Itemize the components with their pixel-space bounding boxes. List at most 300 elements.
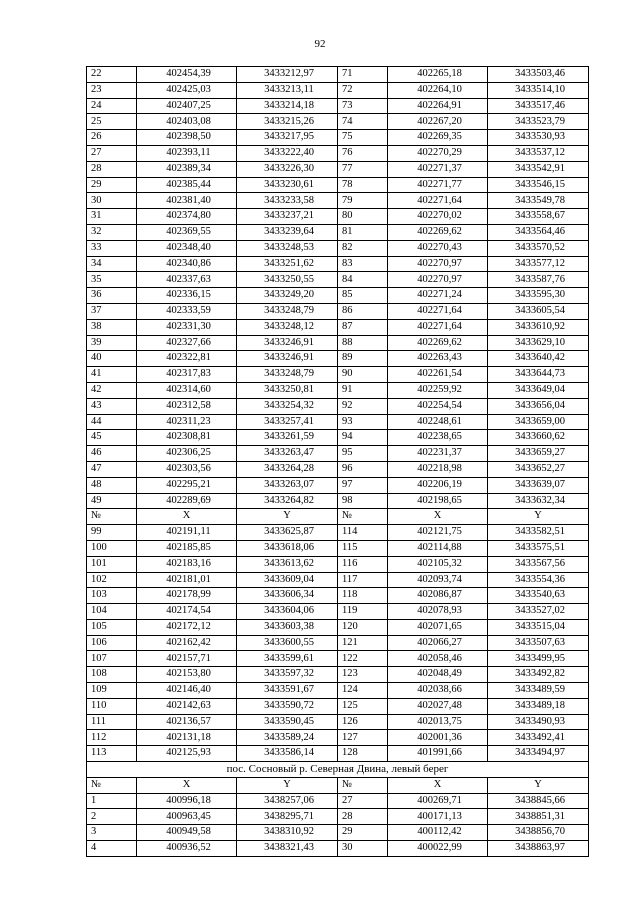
table-row <box>87 493 589 509</box>
point-number-cell: 108 <box>87 667 137 683</box>
x-coordinate-cell: 402013,75 <box>388 714 488 730</box>
point-number-cell: 89 <box>338 351 388 367</box>
point-number-cell: 91 <box>338 382 388 398</box>
y-coordinate-cell: 3433546,15 <box>488 177 589 193</box>
y-coordinate-cell: 3433604,06 <box>237 604 338 620</box>
y-coordinate-cell: 3433586,14 <box>237 746 338 762</box>
x-coordinate-cell: 402178,99 <box>137 588 237 604</box>
y-coordinate-cell: 3433625,87 <box>237 525 338 541</box>
point-number-cell: 76 <box>338 145 388 161</box>
table-row <box>87 446 589 462</box>
y-coordinate-cell: 3433595,30 <box>488 288 589 304</box>
y-coordinate-cell: 3433507,63 <box>488 635 589 651</box>
point-number-cell: 29 <box>87 177 137 193</box>
point-number-cell: 28 <box>338 809 388 825</box>
table-row <box>87 619 589 635</box>
y-coordinate-cell: 3433554,36 <box>488 572 589 588</box>
y-coordinate-cell: 3433606,34 <box>237 588 338 604</box>
table-row <box>87 588 589 604</box>
table-row <box>87 477 589 493</box>
y-coordinate-cell: 3438856,70 <box>488 825 589 841</box>
header-cell-y: Y <box>237 509 338 525</box>
table-header-row <box>87 509 589 525</box>
point-number-cell: 124 <box>338 683 388 699</box>
point-number-cell: 43 <box>87 398 137 414</box>
y-coordinate-cell: 3433537,12 <box>488 145 589 161</box>
y-coordinate-cell: 3433248,12 <box>237 319 338 335</box>
y-coordinate-cell: 3433542,91 <box>488 161 589 177</box>
y-coordinate-cell: 3433577,12 <box>488 256 589 272</box>
point-number-cell: 90 <box>338 367 388 383</box>
x-coordinate-cell: 402336,15 <box>137 288 237 304</box>
header-cell-num: № <box>338 509 388 525</box>
x-coordinate-cell: 402308,81 <box>137 430 237 446</box>
x-coordinate-cell: 402001,36 <box>388 730 488 746</box>
x-coordinate-cell: 402289,69 <box>137 493 237 509</box>
point-number-cell: 71 <box>338 67 388 83</box>
y-coordinate-cell: 3433503,46 <box>488 67 589 83</box>
y-coordinate-cell: 3433246,91 <box>237 335 338 351</box>
y-coordinate-cell: 3433230,61 <box>237 177 338 193</box>
table-row <box>87 67 589 83</box>
y-coordinate-cell: 3433248,53 <box>237 240 338 256</box>
x-coordinate-cell: 402238,65 <box>388 430 488 446</box>
y-coordinate-cell: 3433558,67 <box>488 209 589 225</box>
y-coordinate-cell: 3433239,64 <box>237 224 338 240</box>
header-cell-y: Y <box>488 509 589 525</box>
header-cell-y: Y <box>488 777 589 793</box>
table-row <box>87 730 589 746</box>
point-number-cell: 120 <box>338 619 388 635</box>
table-row <box>87 288 589 304</box>
point-number-cell: 29 <box>338 825 388 841</box>
table-row <box>87 825 589 841</box>
y-coordinate-cell: 3433567,56 <box>488 556 589 572</box>
point-number-cell: 46 <box>87 446 137 462</box>
point-number-cell: 106 <box>87 635 137 651</box>
x-coordinate-cell: 400022,99 <box>388 841 488 857</box>
x-coordinate-cell: 402389,34 <box>137 161 237 177</box>
x-coordinate-cell: 402027,48 <box>388 698 488 714</box>
point-number-cell: 3 <box>87 825 137 841</box>
header-cell-x: X <box>137 777 237 793</box>
table-row <box>87 841 589 857</box>
table-row <box>87 82 589 98</box>
point-number-cell: 99 <box>87 525 137 541</box>
y-coordinate-cell: 3433523,79 <box>488 114 589 130</box>
point-number-cell: 112 <box>87 730 137 746</box>
x-coordinate-cell: 402248,61 <box>388 414 488 430</box>
y-coordinate-cell: 3433233,58 <box>237 193 338 209</box>
y-coordinate-cell: 3433639,07 <box>488 477 589 493</box>
x-coordinate-cell: 402270,97 <box>388 272 488 288</box>
point-number-cell: 85 <box>338 288 388 304</box>
point-number-cell: 88 <box>338 335 388 351</box>
point-number-cell: 81 <box>338 224 388 240</box>
y-coordinate-cell: 3433492,41 <box>488 730 589 746</box>
x-coordinate-cell: 402337,63 <box>137 272 237 288</box>
point-number-cell: 2 <box>87 809 137 825</box>
header-cell-y: Y <box>237 777 338 793</box>
y-coordinate-cell: 3433564,46 <box>488 224 589 240</box>
x-coordinate-cell: 402254,54 <box>388 398 488 414</box>
point-number-cell: 111 <box>87 714 137 730</box>
point-number-cell: 80 <box>338 209 388 225</box>
x-coordinate-cell: 402403,08 <box>137 114 237 130</box>
point-number-cell: 36 <box>87 288 137 304</box>
table-row <box>87 240 589 256</box>
point-number-cell: 47 <box>87 461 137 477</box>
table-row <box>87 572 589 588</box>
point-number-cell: 34 <box>87 256 137 272</box>
table-row <box>87 683 589 699</box>
x-coordinate-cell: 402271,77 <box>388 177 488 193</box>
y-coordinate-cell: 3433226,30 <box>237 161 338 177</box>
y-coordinate-cell: 3433590,72 <box>237 698 338 714</box>
section-title-row <box>87 762 589 778</box>
y-coordinate-cell: 3433499,95 <box>488 651 589 667</box>
point-number-cell: 92 <box>338 398 388 414</box>
x-coordinate-cell: 402206,19 <box>388 477 488 493</box>
y-coordinate-cell: 3433237,21 <box>237 209 338 225</box>
point-number-cell: 30 <box>87 193 137 209</box>
table-row <box>87 793 589 809</box>
y-coordinate-cell: 3433251,62 <box>237 256 338 272</box>
x-coordinate-cell: 402393,11 <box>137 145 237 161</box>
table-row <box>87 130 589 146</box>
table-row <box>87 367 589 383</box>
x-coordinate-cell: 402270,29 <box>388 145 488 161</box>
point-number-cell: 28 <box>87 161 137 177</box>
point-number-cell: 118 <box>338 588 388 604</box>
point-number-cell: 79 <box>338 193 388 209</box>
point-number-cell: 103 <box>87 588 137 604</box>
x-coordinate-cell: 402181,01 <box>137 572 237 588</box>
y-coordinate-cell: 3433590,45 <box>237 714 338 730</box>
point-number-cell: 96 <box>338 461 388 477</box>
y-coordinate-cell: 3433212,97 <box>237 67 338 83</box>
point-number-cell: 116 <box>338 556 388 572</box>
y-coordinate-cell: 3433257,41 <box>237 414 338 430</box>
y-coordinate-cell: 3433515,04 <box>488 619 589 635</box>
x-coordinate-cell: 402162,42 <box>137 635 237 651</box>
table-row <box>87 414 589 430</box>
x-coordinate-cell: 402369,55 <box>137 224 237 240</box>
point-number-cell: 101 <box>87 556 137 572</box>
y-coordinate-cell: 3433549,78 <box>488 193 589 209</box>
header-cell-num: № <box>87 509 137 525</box>
header-cell-x: X <box>388 509 488 525</box>
y-coordinate-cell: 3433652,27 <box>488 461 589 477</box>
y-coordinate-cell: 3433640,42 <box>488 351 589 367</box>
point-number-cell: 75 <box>338 130 388 146</box>
x-coordinate-cell: 402269,62 <box>388 335 488 351</box>
x-coordinate-cell: 402153,80 <box>137 667 237 683</box>
x-coordinate-cell: 402185,85 <box>137 540 237 556</box>
point-number-cell: 93 <box>338 414 388 430</box>
point-number-cell: 83 <box>338 256 388 272</box>
point-number-cell: 114 <box>338 525 388 541</box>
point-number-cell: 98 <box>338 493 388 509</box>
x-coordinate-cell: 402269,62 <box>388 224 488 240</box>
y-coordinate-cell: 3433490,93 <box>488 714 589 730</box>
x-coordinate-cell: 402327,66 <box>137 335 237 351</box>
table-row <box>87 98 589 114</box>
table-row <box>87 651 589 667</box>
x-coordinate-cell: 402071,65 <box>388 619 488 635</box>
y-coordinate-cell: 3433582,51 <box>488 525 589 541</box>
y-coordinate-cell: 3433514,10 <box>488 82 589 98</box>
x-coordinate-cell: 402261,54 <box>388 367 488 383</box>
y-coordinate-cell: 3433659,00 <box>488 414 589 430</box>
point-number-cell: 94 <box>338 430 388 446</box>
y-coordinate-cell: 3433213,11 <box>237 82 338 98</box>
x-coordinate-cell: 402333,59 <box>137 303 237 319</box>
x-coordinate-cell: 400949,58 <box>137 825 237 841</box>
x-coordinate-cell: 402218,98 <box>388 461 488 477</box>
x-coordinate-cell: 402048,49 <box>388 667 488 683</box>
y-coordinate-cell: 3433540,63 <box>488 588 589 604</box>
x-coordinate-cell: 402374,80 <box>137 209 237 225</box>
y-coordinate-cell: 3433599,61 <box>237 651 338 667</box>
x-coordinate-cell: 402121,75 <box>388 525 488 541</box>
y-coordinate-cell: 3433489,18 <box>488 698 589 714</box>
point-number-cell: 78 <box>338 177 388 193</box>
point-number-cell: 95 <box>338 446 388 462</box>
x-coordinate-cell: 400996,18 <box>137 793 237 809</box>
y-coordinate-cell: 3433517,46 <box>488 98 589 114</box>
point-number-cell: 87 <box>338 319 388 335</box>
table-row <box>87 540 589 556</box>
table-row <box>87 714 589 730</box>
table-row <box>87 303 589 319</box>
header-cell-x: X <box>388 777 488 793</box>
y-coordinate-cell: 3433591,67 <box>237 683 338 699</box>
header-cell-num: № <box>87 777 137 793</box>
point-number-cell: 72 <box>338 82 388 98</box>
x-coordinate-cell: 402407,25 <box>137 98 237 114</box>
point-number-cell: 102 <box>87 572 137 588</box>
y-coordinate-cell: 3438257,06 <box>237 793 338 809</box>
x-coordinate-cell: 402136,57 <box>137 714 237 730</box>
x-coordinate-cell: 402058,46 <box>388 651 488 667</box>
y-coordinate-cell: 3433644,73 <box>488 367 589 383</box>
table-row <box>87 161 589 177</box>
header-cell-num: № <box>338 777 388 793</box>
x-coordinate-cell: 402271,37 <box>388 161 488 177</box>
x-coordinate-cell: 402264,91 <box>388 98 488 114</box>
x-coordinate-cell: 402172,12 <box>137 619 237 635</box>
y-coordinate-cell: 3433246,91 <box>237 351 338 367</box>
point-number-cell: 128 <box>338 746 388 762</box>
point-number-cell: 100 <box>87 540 137 556</box>
point-number-cell: 30 <box>338 841 388 857</box>
table-row <box>87 556 589 572</box>
point-number-cell: 23 <box>87 82 137 98</box>
y-coordinate-cell: 3433264,28 <box>237 461 338 477</box>
point-number-cell: 40 <box>87 351 137 367</box>
point-number-cell: 4 <box>87 841 137 857</box>
point-number-cell: 122 <box>338 651 388 667</box>
x-coordinate-cell: 402191,11 <box>137 525 237 541</box>
header-cell-x: X <box>137 509 237 525</box>
y-coordinate-cell: 3433597,32 <box>237 667 338 683</box>
point-number-cell: 110 <box>87 698 137 714</box>
x-coordinate-cell: 402093,74 <box>388 572 488 588</box>
x-coordinate-cell: 402078,93 <box>388 604 488 620</box>
point-number-cell: 33 <box>87 240 137 256</box>
x-coordinate-cell: 402231,37 <box>388 446 488 462</box>
point-number-cell: 123 <box>338 667 388 683</box>
x-coordinate-cell: 402271,64 <box>388 319 488 335</box>
table-row <box>87 319 589 335</box>
y-coordinate-cell: 3433629,10 <box>488 335 589 351</box>
x-coordinate-cell: 402198,65 <box>388 493 488 509</box>
page-number: 92 <box>314 38 326 50</box>
y-coordinate-cell: 3433605,54 <box>488 303 589 319</box>
point-number-cell: 27 <box>338 793 388 809</box>
y-coordinate-cell: 3433248,79 <box>237 303 338 319</box>
table-row <box>87 272 589 288</box>
x-coordinate-cell: 402317,83 <box>137 367 237 383</box>
table-row <box>87 809 589 825</box>
table-row <box>87 604 589 620</box>
y-coordinate-cell: 3433600,55 <box>237 635 338 651</box>
point-number-cell: 107 <box>87 651 137 667</box>
y-coordinate-cell: 3433263,47 <box>237 446 338 462</box>
point-number-cell: 77 <box>338 161 388 177</box>
x-coordinate-cell: 402271,64 <box>388 303 488 319</box>
y-coordinate-cell: 3433649,04 <box>488 382 589 398</box>
y-coordinate-cell: 3433222,40 <box>237 145 338 161</box>
point-number-cell: 24 <box>87 98 137 114</box>
point-number-cell: 117 <box>338 572 388 588</box>
table-row <box>87 224 589 240</box>
x-coordinate-cell: 402131,18 <box>137 730 237 746</box>
y-coordinate-cell: 3433609,04 <box>237 572 338 588</box>
y-coordinate-cell: 3433489,59 <box>488 683 589 699</box>
table-row <box>87 382 589 398</box>
point-number-cell: 39 <box>87 335 137 351</box>
x-coordinate-cell: 402306,25 <box>137 446 237 462</box>
table-row <box>87 351 589 367</box>
point-number-cell: 26 <box>87 130 137 146</box>
x-coordinate-cell: 402385,44 <box>137 177 237 193</box>
y-coordinate-cell: 3433250,81 <box>237 382 338 398</box>
point-number-cell: 86 <box>338 303 388 319</box>
y-coordinate-cell: 3433215,26 <box>237 114 338 130</box>
x-coordinate-cell: 402270,97 <box>388 256 488 272</box>
point-number-cell: 44 <box>87 414 137 430</box>
x-coordinate-cell: 402259,92 <box>388 382 488 398</box>
x-coordinate-cell: 402038,66 <box>388 683 488 699</box>
point-number-cell: 37 <box>87 303 137 319</box>
x-coordinate-cell: 402314,60 <box>137 382 237 398</box>
y-coordinate-cell: 3433570,52 <box>488 240 589 256</box>
table-row <box>87 177 589 193</box>
y-coordinate-cell: 3433250,55 <box>237 272 338 288</box>
y-coordinate-cell: 3433575,51 <box>488 540 589 556</box>
y-coordinate-cell: 3433261,59 <box>237 430 338 446</box>
point-number-cell: 1 <box>87 793 137 809</box>
x-coordinate-cell: 401991,66 <box>388 746 488 762</box>
y-coordinate-cell: 3433659,27 <box>488 446 589 462</box>
y-coordinate-cell: 3438851,31 <box>488 809 589 825</box>
table-row <box>87 430 589 446</box>
y-coordinate-cell: 3433264,82 <box>237 493 338 509</box>
x-coordinate-cell: 402146,40 <box>137 683 237 699</box>
y-coordinate-cell: 3433589,24 <box>237 730 338 746</box>
x-coordinate-cell: 400269,71 <box>388 793 488 809</box>
table-row <box>87 746 589 762</box>
y-coordinate-cell: 3433254,32 <box>237 398 338 414</box>
point-number-cell: 119 <box>338 604 388 620</box>
x-coordinate-cell: 400963,45 <box>137 809 237 825</box>
table-row <box>87 193 589 209</box>
x-coordinate-cell: 402157,71 <box>137 651 237 667</box>
x-coordinate-cell: 402174,54 <box>137 604 237 620</box>
x-coordinate-cell: 402267,20 <box>388 114 488 130</box>
point-number-cell: 121 <box>338 635 388 651</box>
x-coordinate-cell: 402086,87 <box>388 588 488 604</box>
coordinates-table <box>86 66 589 857</box>
x-coordinate-cell: 402331,30 <box>137 319 237 335</box>
x-coordinate-cell: 402271,64 <box>388 193 488 209</box>
point-number-cell: 74 <box>338 114 388 130</box>
point-number-cell: 97 <box>338 477 388 493</box>
point-number-cell: 126 <box>338 714 388 730</box>
y-coordinate-cell: 3433613,62 <box>237 556 338 572</box>
y-coordinate-cell: 3433530,93 <box>488 130 589 146</box>
y-coordinate-cell: 3433656,04 <box>488 398 589 414</box>
y-coordinate-cell: 3433248,79 <box>237 367 338 383</box>
point-number-cell: 32 <box>87 224 137 240</box>
x-coordinate-cell: 402066,27 <box>388 635 488 651</box>
x-coordinate-cell: 402114,88 <box>388 540 488 556</box>
x-coordinate-cell: 402264,10 <box>388 82 488 98</box>
x-coordinate-cell: 402263,43 <box>388 351 488 367</box>
point-number-cell: 84 <box>338 272 388 288</box>
point-number-cell: 42 <box>87 382 137 398</box>
point-number-cell: 109 <box>87 683 137 699</box>
table-row <box>87 398 589 414</box>
y-coordinate-cell: 3433618,06 <box>237 540 338 556</box>
y-coordinate-cell: 3438863,97 <box>488 841 589 857</box>
x-coordinate-cell: 402270,02 <box>388 209 488 225</box>
table-row <box>87 698 589 714</box>
y-coordinate-cell: 3433632,34 <box>488 493 589 509</box>
x-coordinate-cell: 402348,40 <box>137 240 237 256</box>
x-coordinate-cell: 402340,86 <box>137 256 237 272</box>
x-coordinate-cell: 402425,03 <box>137 82 237 98</box>
x-coordinate-cell: 402269,35 <box>388 130 488 146</box>
y-coordinate-cell: 3433217,95 <box>237 130 338 146</box>
y-coordinate-cell: 3433610,92 <box>488 319 589 335</box>
point-number-cell: 113 <box>87 746 137 762</box>
point-number-cell: 41 <box>87 367 137 383</box>
table-row <box>87 145 589 161</box>
table-row <box>87 525 589 541</box>
section-title: пос. Сосновый р. Северная Двина, левый берег <box>87 762 589 778</box>
table-row <box>87 335 589 351</box>
y-coordinate-cell: 3433660,62 <box>488 430 589 446</box>
x-coordinate-cell: 402303,56 <box>137 461 237 477</box>
point-number-cell: 22 <box>87 67 137 83</box>
point-number-cell: 35 <box>87 272 137 288</box>
x-coordinate-cell: 402295,21 <box>137 477 237 493</box>
y-coordinate-cell: 3438310,92 <box>237 825 338 841</box>
x-coordinate-cell: 402311,23 <box>137 414 237 430</box>
